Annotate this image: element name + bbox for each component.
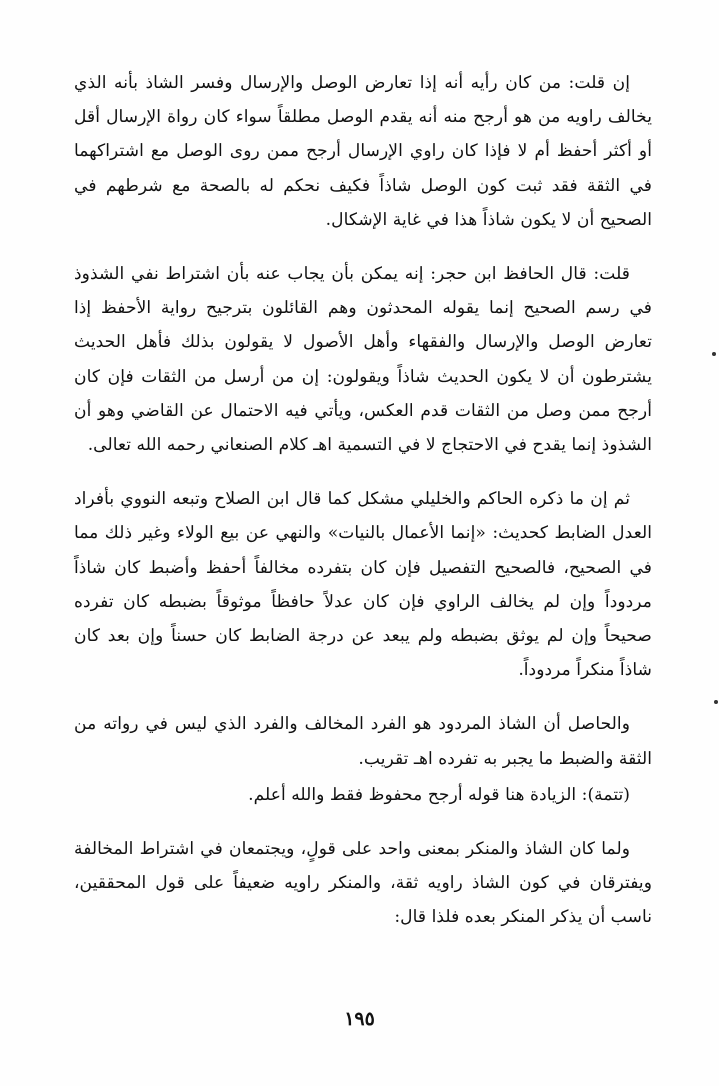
page-number: ١٩٥ [344, 1008, 375, 1030]
note-tatimma: (تتمة): الزيادة هنا قوله أرجح محفوظ فقط والله أعلم. [248, 784, 630, 805]
paragraph-hakim-khalili: ثم إن ما ذكره الحاكم والخليلي مشكل كما قال ابن الصلاح وتبعه النووي بأفراد العدل الضابط كحديث: «إنما الأعمال بالنيات» والنهي عن بيع الولاء وغير ذلك مما في الصحيح، فالصحيح التفصيل فإن كان بتفرده مخالفاً أحفظ وأضبط كان شاذاً مردوداً وإن لم يخالف الراوي فإن كان عدلاً حافظاً موثوقاً بضبطه كان تفرده صحيحاً وإن لم يوثق بضبطه ولم يبعد عن درجة الضابط كان حسناً وإن بعد كان شاذاً منكراً مردوداً. [74, 489, 652, 681]
paragraph-answer: قلت: قال الحافظ ابن حجر: إنه يمكن بأن يجاب عنه بأن اشتراط نفي الشذوذ في رسم الصحيح إنما يقوله المحدثون وهم القائلون بترجيح رواية الأحفظ إذا تعارض الوصل والإرسال والفقهاء وأهل الأصول لا يقولون بذلك فأهل الحديث يشترطون أن لا يكون الحديث شاذاً ويقولون: إن من أرسل من الثقات فإن كان أرجح ممن وصل من الثقات قدم العكس، ويأتي فيه الاحتمال عن القاضي وهو أن الشذوذ إنما يقدح في الاحتجاج لا في التسمية اهـ كلام الصنعاني رحمه الله تعالى. [74, 264, 652, 456]
margin-mark [712, 352, 716, 356]
page-body [74, 66, 652, 955]
paragraph-munkar-intro: ولما كان الشاذ والمنكر بمعنى واحد على قولٍ، ويجتمعان في اشتراط المخالفة ويفترقان في كون الشاذ راويه ثقة، والمنكر راويه ضعيفاً على قول المحققين، ناسب أن يذكر المنكر بعده فلذا قال: [74, 839, 652, 928]
paragraph-conclusion: والحاصل أن الشاذ المردود هو الفرد المخالف والفرد الذي ليس في رواته من الثقة والضبط ما يجبر به تفرده اهـ تقريب. [74, 714, 652, 769]
paragraph-question: إن قلت: من كان رأيه أنه إذا تعارض الوصل والإرسال وفسر الشاذ بأنه الذي يخالف راويه من هو أرجح منه أنه يقدم الوصل مطلقاً سواء كان رواة الإرسال أقل أو أكثر أحفظ أم لا فإذا كان راوي الإرسال أرجح ممن روى الوصل مع اشتراكهما في الثقة فقد ثبت كون الوصل شاذاً فكيف نحكم له بالصحة مع شرطهم في الصحيح أن لا يكون شاذاً هذا في غاية الإشكال. [74, 73, 652, 230]
margin-mark [714, 700, 718, 704]
